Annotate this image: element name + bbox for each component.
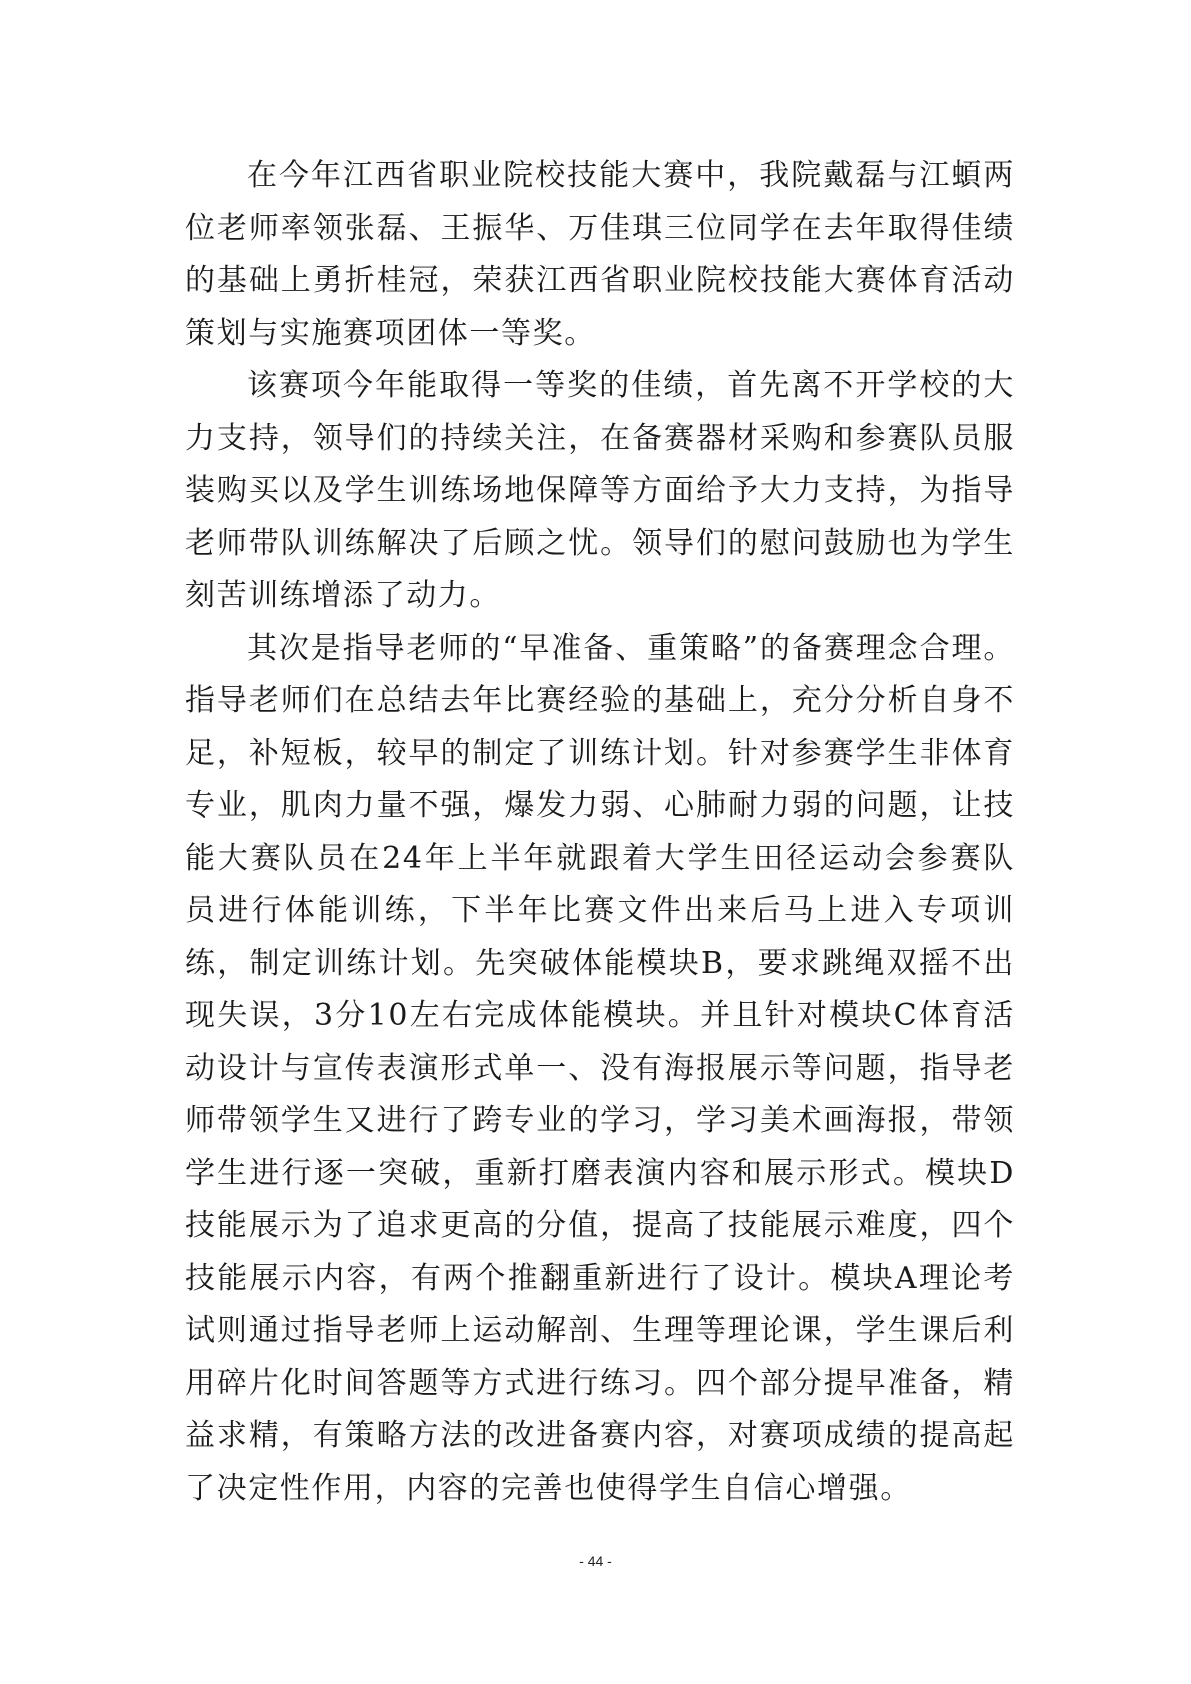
paragraph: 在今年江西省职业院校技能大赛中，我院戴磊与江蝢两位老师率领张磊、王振华、万佳琪三位同学在去年取得佳绩的基础上勇折桂冠，荣获江西省职业院校技能大赛体育活动策划与实施赛项团体一等奖。	[185, 158, 1015, 351]
paragraph: 该赛项今年能取得一等奖的佳绩，首先离不开学校的大力支持，领导们的持续关注，在备赛器材采购和参赛队员服装购买以及学生训练场地保障等方面给予大力支持，为指导老师带队训练解决了后顾之忧。领导们的慰问鼓励也为学生刻苦训练增添了动力。	[185, 368, 1015, 613]
page-number: - 44 -	[579, 1553, 612, 1569]
body-text	[185, 150, 1015, 1515]
paragraph: 其次是指导老师的“早准备、重策略”的备赛理念合理。指导老师们在总结去年比赛经验的基础上，充分分析自身不足，补短板，较早的制定了训练计划。针对参赛学生非体育专业，肌肉力量不强，爆发力弱、心肺耐力弱的问题，让技能大赛队员在24年上半年就跟着大学生田径运动会参赛队员进行体能训练，下半年比赛文件出来后马上进入专项训练，制定训练计划。先突破体能模块B，要求跳绳双摇不出现失误，3分10左右完成体能模块。并且针对模块C体育活动设计与宣传表演形式单一、没有海报展示等问题，指导老师带领学生又进行了跨专业的学习，学习美术画海报，带领学生进行逐一突破，重新打磨表演内容和展示形式。模块D技能展示为了追求更高的分值，提高了技能展示难度，四个技能展示内容，有两个推翻重新进行了设计。模块A理论考试则通过指导老师上运动解剖、生理等理论课，学生课后利用碎片化时间答题等方式进行练习。四个部分提早准备，精益求精，有策略方法的改进备赛内容，对赛项成绩的提高起了决定性作用，内容的完善也使得学生自信心增强。	[185, 630, 1015, 1506]
